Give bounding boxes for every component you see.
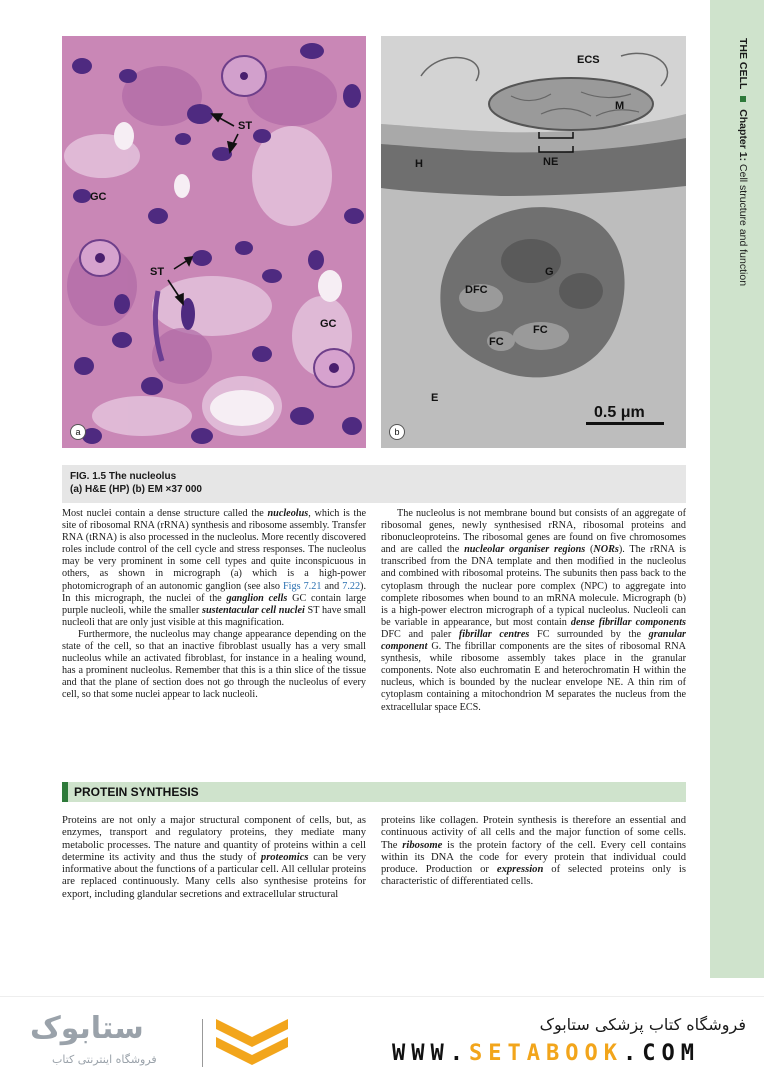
tab-chapter: Chapter 1: [737,109,749,162]
text-column-right [381,508,686,714]
store-banner[interactable] [0,996,764,1081]
panel-letter-b: b [389,424,405,440]
chevron-logo-icon [212,1011,292,1071]
store-name: فروشگاه کتاب پزشکی ستابوک [539,1015,746,1034]
label-gc-right: GC [320,318,337,330]
panel-letter-a: a [70,424,86,440]
label-dfc: DFC [465,284,488,296]
paragraph: Proteins are not only a major structural component of cells, but, as enzymes, transport and regulatory proteins, they mediate many metabolic processes. The nature and quantity of proteins within a cell determine its activity and thus the study of proteomics can be very informative about the functions of a particular cell. All cellular proteins are replaced continuously. Many cells also synthesise proteins for export, including glandular secretions and extracellular structural [62,815,366,900]
paragraph: Most nuclei contain a dense structure called the nucleolus, which is the site of ribosomal RNA (rRNA) synthesis and ribosome assembly. Transfer RNA (tRNA) is also processed in the nucleolus. More recently discovered roles include control of the cell cycle and stress responses. The nucleolus may be very prominent in some cell types and quite inconspicuous in others, as shown in micrograph (a) which is a high-power photomicrograph of an autonomic ganglion (see also Figs 7.21 and 7.22). In this micrograph, the nuclei of the ganglion cells GC contain large purple nucleoli, while the smaller sustentacular cell nuclei ST have small nucleoli that are only just visible at this magnification. [62,508,367,628]
label-fc-right: FC [533,324,548,336]
figure-link[interactable]: 7.22 [342,580,361,592]
caption-title: FIG. 1.5 The nucleolus [70,471,177,482]
label-m: M [615,100,625,112]
tab-section: THE CELL [737,38,749,90]
figure-caption [62,465,686,503]
micrograph-b [381,36,686,448]
label-e: E [431,392,439,404]
micrograph-a [62,36,366,448]
chapter-tab-text [737,38,749,286]
figure-link[interactable]: Figs 7.21 [283,580,322,592]
text-column-left-2 [62,815,366,901]
square-bullet-icon [740,96,746,102]
paragraph: proteins like collagen. Protein synthesis is therefore an essential and continuous activity of all cells and the major function of some cells. The ribosome is the protein factory of the cell. Every cell contains within its DNA the code for every protein that individual could produce. Production or expression of selected proteins only is characteristic of differentiated cells. [381,815,686,888]
label-ecs: ECS [577,54,600,66]
he-tissue-image [62,36,366,448]
store-logo-subtitle: فروشگاه اینترنتی کتاب [52,1053,157,1066]
scale-bar [586,422,664,425]
label-gc-left: GC [90,191,107,203]
label-st-mid: ST [150,266,165,278]
section-heading: PROTEIN SYNTHESIS [62,782,686,802]
label-fc-left: FC [489,336,504,348]
scale-bar-label: 0.5 μm [594,404,645,421]
paragraph: The nucleolus is not membrane bound but consists of an aggregate of ribosomal genes, newly synthesised rRNA, ribosomal proteins and ribonucleoproteins. The ribosomal genes are found on five chromosomes and are called the nucleolar organiser regions (NORs). The rRNA is transcribed from the DNA template and then modified in the nucleolus and combined with ribosomal proteins. The subunits then pass back to the cytoplasm through the nuclear pore complex (NPC) to aggregate into complete ribosomes when bound to an mRNA molecule. Micrograph (b) is a high-power electron micrograph of a typical nucleolus. Nucleoli can be variable in appearance, but most contain dense fibrillar components DFC and paler fibrillar centres FC surrounded by the granular component G. The fibrillar components are the sites of ribosomal RNA synthesis, while ribosome assembly takes place in the granular components. Note also euchromatin E and heterochromatin H within the nucleus, which is bounded by the nuclear envelope NE. A thin rim of cytoplasm containing a mitochondrion M separates the nucleus from the extracellular space ECS. [381,508,687,713]
tab-chapter-title: Cell structure and function [737,164,749,287]
paragraph: Furthermore, the nucleolus may change appearance depending on the state of the cell, so that an inactive fibroblast usually has a very small nucleolus while an activated fibroblast, for instance in a healing wound, has a prominent nucleolus. Remember that this is a thin slice of the tissue and that the plane of section does not go through the nucleolus of every cell, so that some nuclei appear to lack nucleoli. [62,628,366,701]
text-column-right-2 [381,815,686,889]
logo-divider [202,1019,203,1067]
label-h: H [415,158,423,170]
store-url[interactable]: WWW.SETABOOK.COM [392,1041,700,1066]
label-ne: NE [543,156,559,168]
em-nucleolus-image [381,36,686,448]
label-st-top: ST [238,120,253,132]
label-g: G [545,266,554,278]
store-logo-text: ستابوک [30,1011,144,1046]
text-column-left [62,508,366,702]
caption-subtitle: (a) H&E (HP) (b) EM ×37 000 [70,484,202,495]
